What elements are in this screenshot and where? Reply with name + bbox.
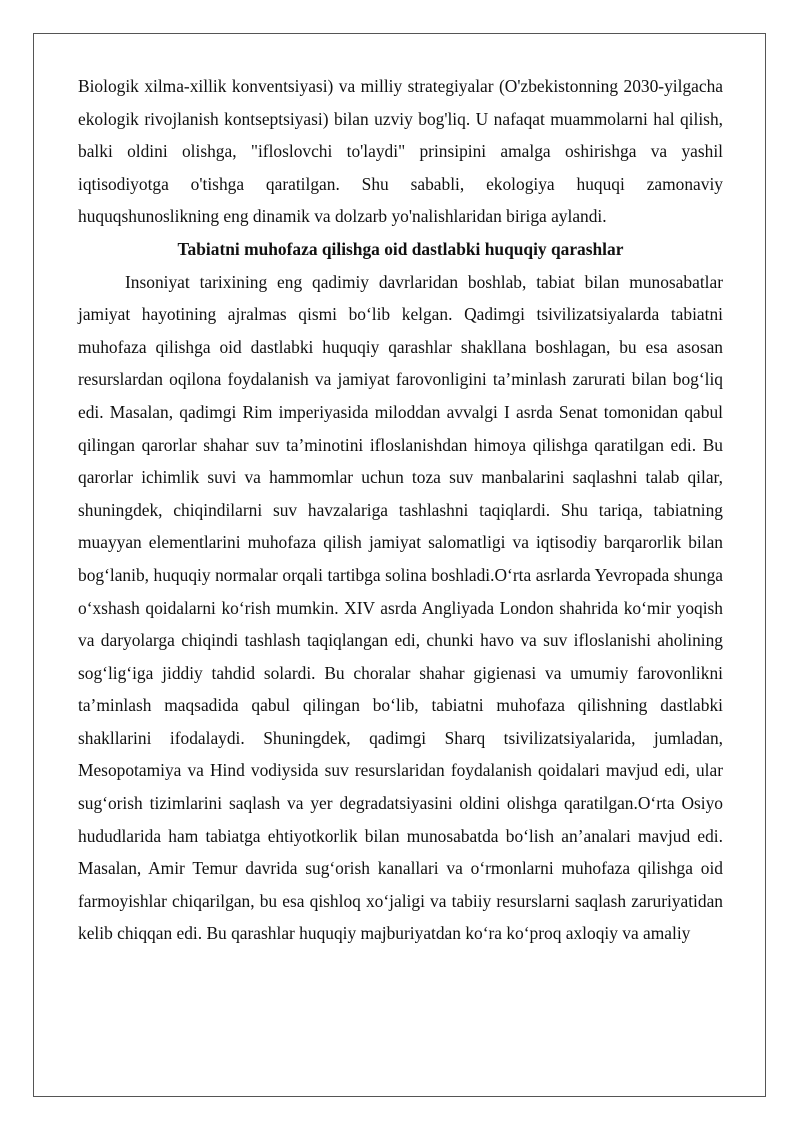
paragraph-2: Insoniyat tarixining eng qadimiy davrlaridan boshlab, tabiat bilan munosabatlar jamiyat hayotining ajralmas qismi bo‘lib kelgan. Qadimgi tsivilizatsiyalarda tabiatni muhofaza qilishga oid dastlabki huquqiy qarashlar shakllana boshlagan, bu esa asosan resurslardan oqilona foydalanish va jamiyat farovonligini ta’minlash zarurati bilan bog‘liq edi. Masalan, qadimgi Rim imperiyasida miloddan avvalgi I asrda Senat tomonidan qabul qilingan qarorlar shahar suv ta’minotini ifloslanishdan himoya qilishga qaratilgan edi. Bu qarorlar ichimlik suvi va hammomlar uchun toza suv manbalarini saqlashni talab qilar, shuningdek, chiqindilarni suv havzalariga tashlashni taqiqlardi. Shu tariqa, tabiatning muayyan elementlarini muhofaza qilish jamiyat salomatligi va iqtisodiy barqarorlik bilan bog‘lanib, huquqiy normalar orqali tartibga solina boshladi.O‘rta asrlarda Yevropada shunga o‘xshash qoidalarni ko‘rish mumkin. XIV asrda Angliyada London shahrida ko‘mir yoqish va daryolarga chiqindi tashlash taqiqlangan edi, chunki havo va suv ifloslanishi aholining sog‘lig‘iga jiddiy tahdid solardi. Bu choralar shahar gigienasi va umumiy farovonlikni ta’minlash maqsadida qabul qilingan bo‘lib, tabiatni muhofaza qilishning dastlabki shakllarini ifodalaydi. Shuningdek, qadimgi Sharq tsivilizatsiyalarida, jumladan, Mesopotamiya va Hind vodiysida suv resurslaridan foydalanish qoidalari mavjud edi, ular sug‘orish tizimlarini saqlash va yer degradatsiyasini oldini olishga qaratilgan.O‘rta Osiyo hududlarida ham tabiatga ehtiyotkorlik bilan munosabatda bo‘lish an’analari mavjud edi. Masalan, Amir Temur davrida sug‘orish kanallari va o‘rmonlarni muhofaza qilishga oid farmoyishlar chiqarilgan, bu esa qishloq xo‘jaligi va tabiiy resurslarni saqlash zaruriyatidan kelib chiqqan edi. Bu qarashlar huquqiy majburiyatdan ko‘ra ko‘proq axloqiy va amaliy: [78, 271, 723, 944]
section-heading: Tabiatni muhofaza qilishga oid dastlabki huquqiy qarashlar: [177, 238, 624, 259]
paragraph-1: Biologik xilma-xillik konventsiyasi) va milliy strategiyalar (O'zbekistonning 2030-yilgacha ekologik rivojlanish kontseptsiyasi) bilan uzviy bog'liq. U nafaqat muammolarni hal qilish, balki oldini olishga, "ifloslovchi to'laydi" prinsipini amalga oshirishga va yashil iqtisodiyotga o'tishga qaratilgan. Shu sababli, ekologiya huquqi zamonaviy huquqshunoslikning eng dinamik va dolzarb yo'nalishlaridan biriga aylandi.: [78, 76, 723, 227]
document-body: [78, 70, 723, 950]
